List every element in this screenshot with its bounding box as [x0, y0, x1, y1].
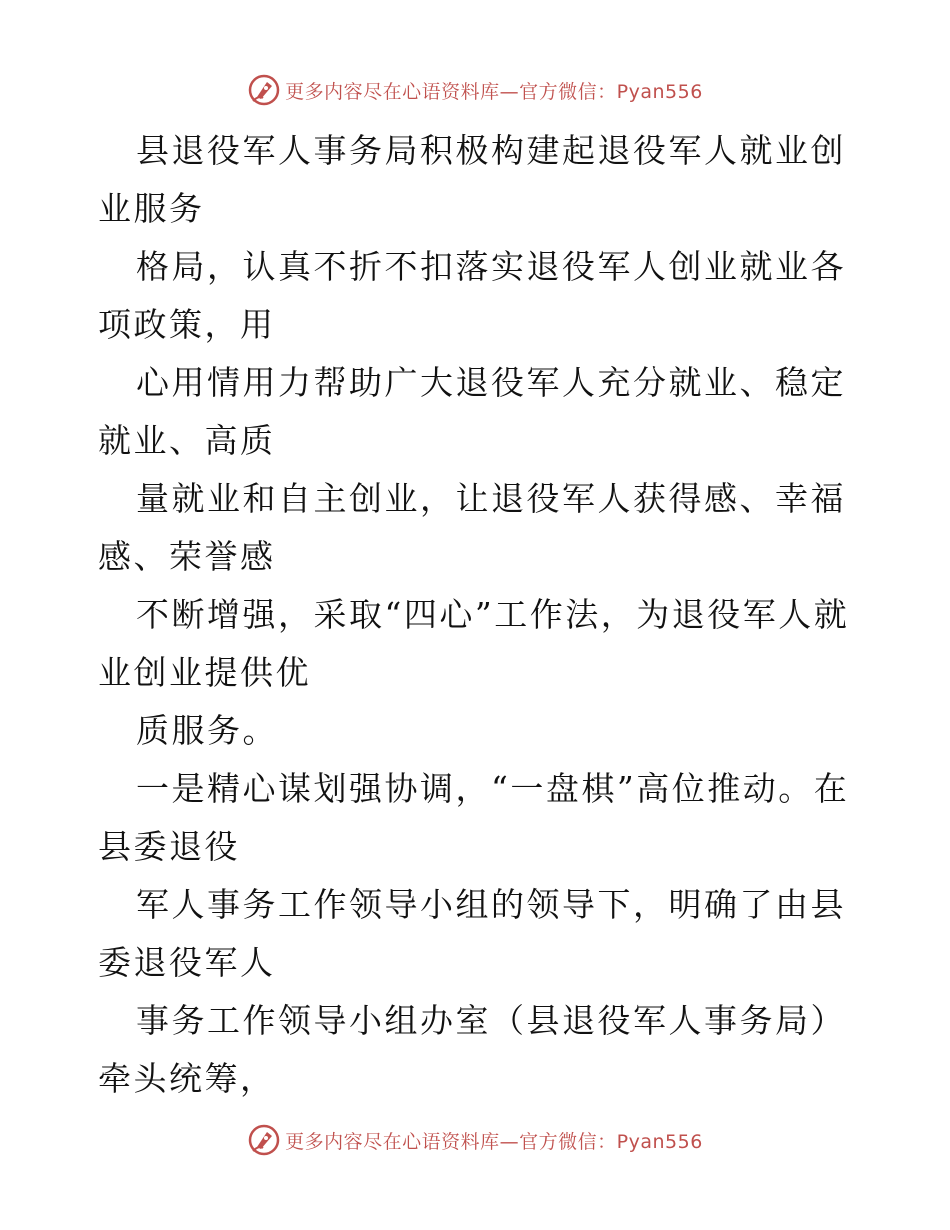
paragraph: 一是精心谋划强协调，“一盘棋”高位推动。在县委退役 [98, 769, 850, 866]
footer-watermark [0, 1120, 950, 1160]
pen-nib-logo-icon [247, 73, 281, 107]
paragraph: 心用情用力帮助广大退役军人充分就业、稳定就业、高质 [98, 363, 846, 460]
document-body [98, 122, 858, 1108]
pen-nib-logo-icon [247, 1123, 281, 1157]
paragraph: 军人事务工作领导小组的领导下，明确了由县委退役军人 [98, 885, 846, 982]
paragraph: 格局，认真不折不扣落实退役军人创业就业各项政策，用 [98, 247, 846, 344]
header-watermark [0, 70, 950, 110]
paragraph: 质服务。 [136, 711, 278, 750]
watermark-text: 更多内容尽在心语资料库—官方微信：Pyan556 [285, 80, 703, 103]
paragraph: 量就业和自主创业，让退役军人获得感、幸福感、荣誉感 [98, 479, 846, 576]
paragraph: 县退役军人事务局积极构建起退役军人就业创业服务 [98, 131, 846, 228]
paragraph: 事务工作领导小组办室（县退役军人事务局）牵头统筹， [98, 1001, 846, 1098]
watermark-text: 更多内容尽在心语资料库—官方微信：Pyan556 [285, 1130, 703, 1153]
paragraph: 不断增强，采取“四心”工作法，为退役军人就业创业提供优 [98, 595, 850, 692]
